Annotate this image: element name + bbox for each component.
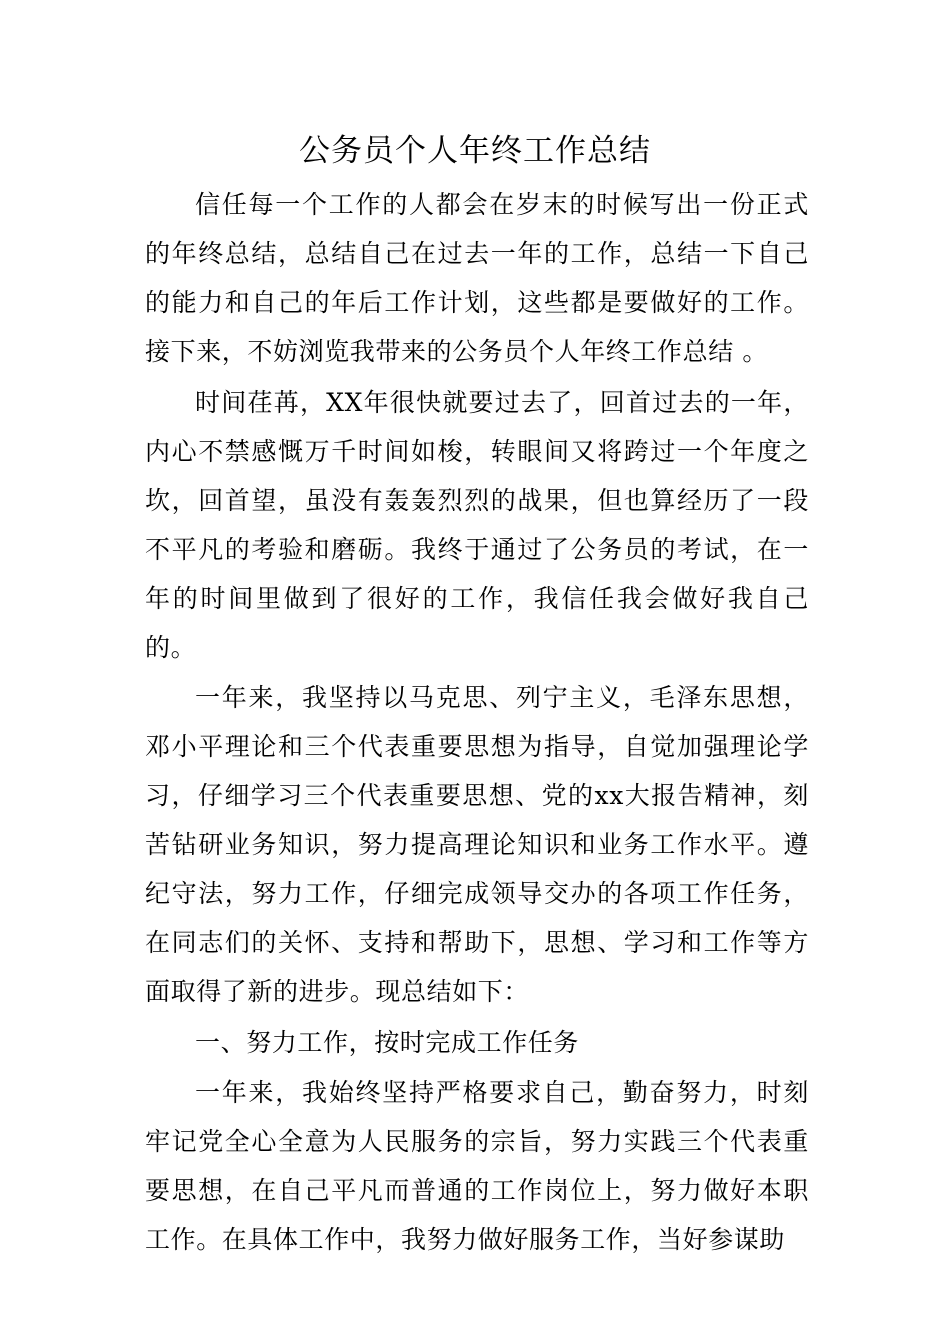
paragraph-theory-study: 一年来，我坚持以马克思、列宁主义，毛泽东思想，邓小平理论和三个代表重要思想为指导，自觉加强理论学习，仔细学习三个代表重要思想、党的xx大报告精神，刻苦钻研业务知识，努力提高理论知识和业务工作水平。遵纪守法，努力工作，仔细完成领导交办的各项工作任务，在同志们的关怀、支持和帮助下，思想、学习和工作等方面取得了新的进步。现总结如下： [145, 683, 809, 1006]
paragraph-work-duties: 一年来，我始终坚持严格要求自己，勤奋努力，时刻牢记党全心全意为人民服务的宗旨，努力实践三个代表重要思想，在自己平凡而普通的工作岗位上，努力做好本职工作。在具体工作中，我努力做好服务工作，当好参谋助 [145, 1078, 809, 1254]
document-title: 公务员个人年终工作总结 [299, 133, 651, 169]
document-body [145, 180, 809, 1266]
paragraph-time-review: 时间荏苒，XX年很快就要过去了，回首过去的一年，内心不禁感慨万千时间如梭，转眼间又将跨过一个年度之坎，回首望，虽没有轰轰烈烈的战果，但也算经历了一段不平凡的考验和磨砺。我终于通过了公务员的考试，在一年的时间里做到了很好的工作，我信任我会做好我自己的。 [145, 387, 809, 662]
section-heading-1: 一、努力工作，按时完成工作任务 [195, 1027, 580, 1057]
paragraph-intro: 信任每一个工作的人都会在岁末的时候写出一份正式的年终总结，总结自己在过去一年的工作，总结一下自己的能力和自己的年后工作计划，这些都是要做好的工作。接下来，不妨浏览我带来的公务员个人年终工作总结 。 [145, 190, 809, 366]
